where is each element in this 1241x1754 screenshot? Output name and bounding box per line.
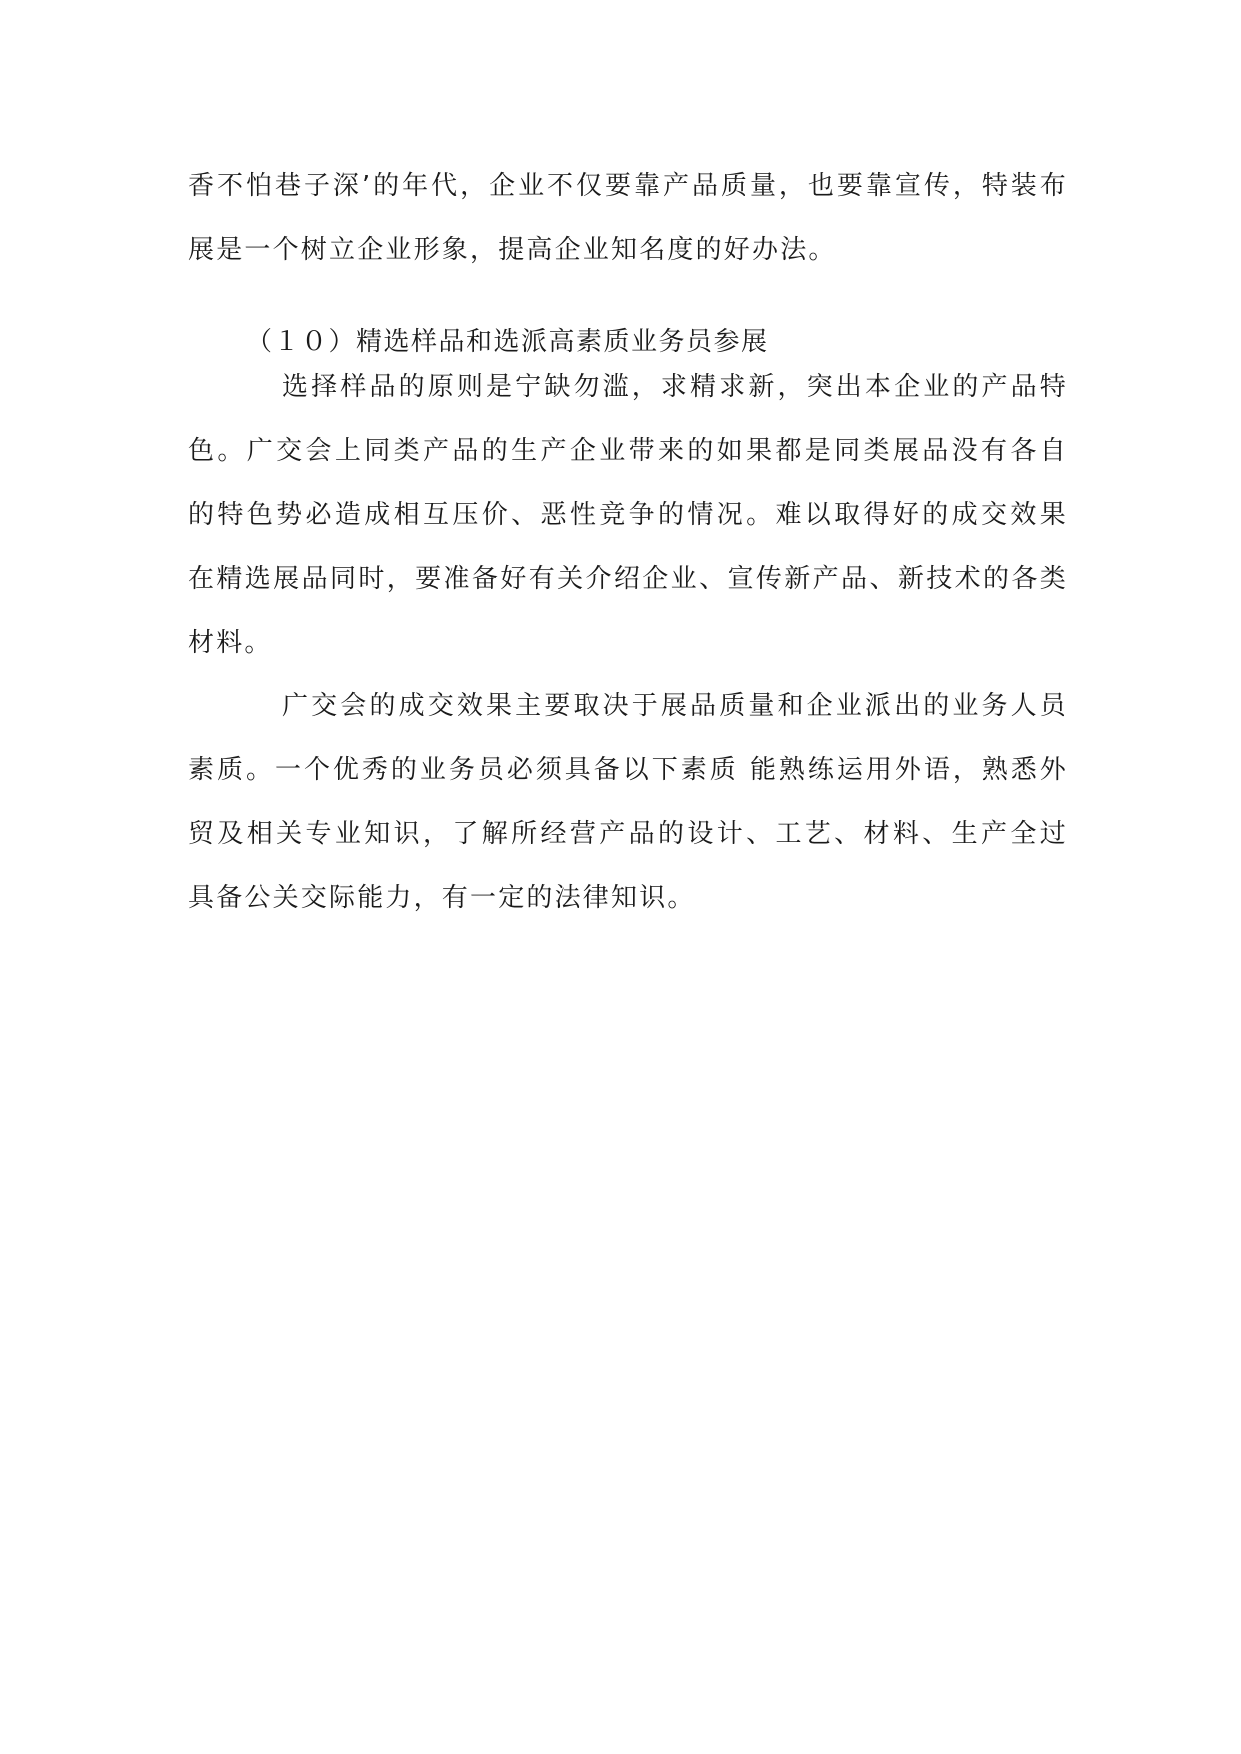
paragraph-staff-quality: [188, 674, 1068, 930]
text-line: 广交会的成交效果主要取决于展品质量和企业派出的业务人员: [282, 691, 1068, 721]
text-line: 香不怕巷子深’的年代，企业不仅要靠产品质量，也要靠宣传，特装布: [188, 171, 1068, 201]
text-line: 的特色势必造成相互压价、恶性竞争的情况。难以取得好的成交效果: [188, 500, 1068, 530]
text-line: 素质。一个优秀的业务员必须具备以下素质 能熟练运用外语，熟悉外: [188, 755, 1068, 785]
text-line: 在精选展品同时，要准备好有关介绍企业、宣传新产品、新技术的各类: [188, 564, 1068, 594]
paragraph-exhibition-booth: [188, 154, 1068, 282]
text-line: 选择样品的原则是宁缺勿滥，求精求新，突出本企业的产品特: [282, 372, 1068, 402]
text-line: 展是一个树立企业形象，提高企业知名度的好办法。: [188, 235, 837, 265]
text-line: 贸及相关专业知识，了解所经营产品的设计、工艺、材料、生产全过: [188, 819, 1068, 849]
text-line: 色。广交会上同类产品的生产企业带来的如果都是同类展品没有各自: [188, 436, 1068, 466]
section-heading: （１０）精选样品和选派高素质业务员参展: [246, 327, 769, 357]
paragraph-sample-selection: [188, 355, 1068, 675]
text-line: 具备公关交际能力，有一定的法律知识。: [188, 883, 696, 913]
text-line: 材料。: [188, 628, 273, 658]
